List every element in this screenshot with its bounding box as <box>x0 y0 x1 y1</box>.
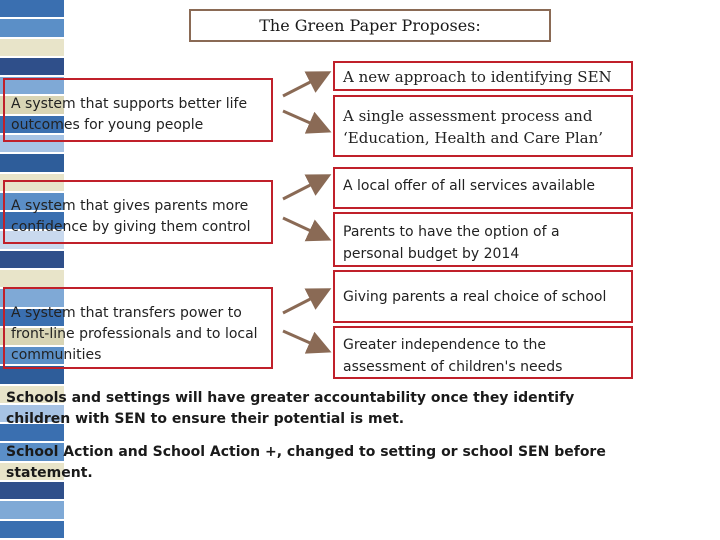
left-outcome-3: A system that transfers power to front-line professionals and to local communities <box>3 287 273 369</box>
proposal-item-1: A new approach to identifying SEN <box>333 61 633 91</box>
page-title: The Green Paper Proposes: <box>189 9 551 42</box>
arrow-3 <box>283 177 326 199</box>
proposal-item-2: A single assessment process and ‘Education, Health and Care Plan’ <box>333 95 633 157</box>
note-school-action: School Action and School Action +, changed to setting or school SEN before statement. <box>6 444 606 481</box>
proposal-item-3: A local offer of all services available <box>333 167 633 209</box>
arrow-2 <box>283 111 326 130</box>
proposal-item-4: Parents to have the option of a personal budget by 2014 <box>333 212 633 267</box>
left-outcome-2: A system that gives parents more confidence by giving them control <box>3 180 273 244</box>
arrow-6 <box>283 331 326 350</box>
proposal-item-6: Greater independence to the assessment of children's needs <box>333 326 633 379</box>
arrow-5 <box>283 291 326 313</box>
arrow-4 <box>283 218 326 238</box>
note-accountability: Schools and settings will have greater accountability once they identify children with SEN to ensure their potential is met. <box>6 390 575 427</box>
left-outcome-1: A system that supports better life outcomes for young people <box>3 78 273 142</box>
arrow-1 <box>283 74 326 96</box>
proposal-item-5: Giving parents a real choice of school <box>333 270 633 323</box>
